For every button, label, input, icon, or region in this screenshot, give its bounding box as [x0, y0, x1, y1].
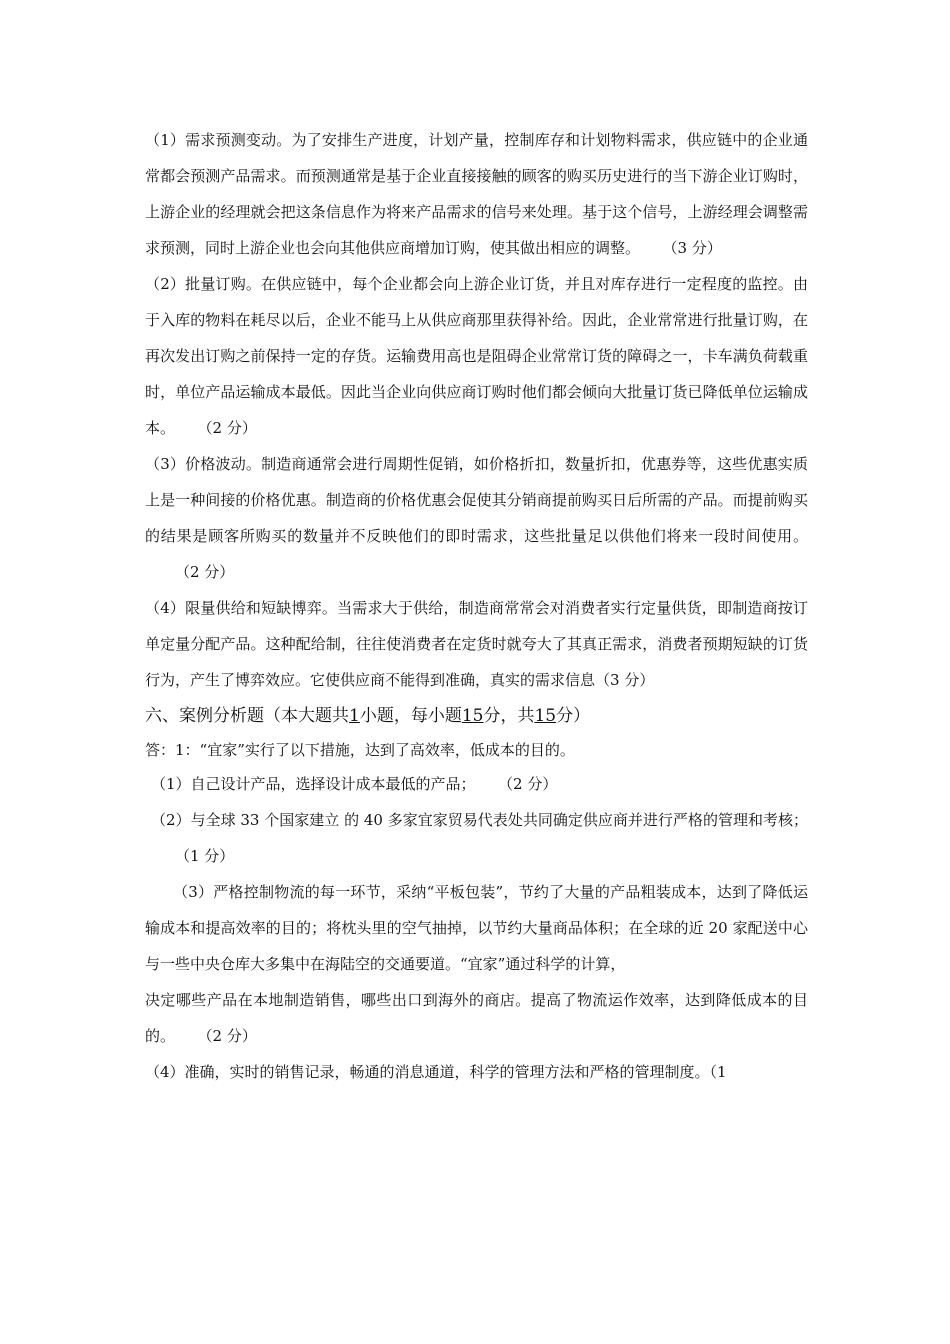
score-label: （2 分） — [205, 1027, 257, 1045]
score-label: （3 分） — [670, 239, 722, 257]
document-body — [145, 122, 808, 1090]
section-heading-prefix: 六、案例分析题（本大题共 — [145, 706, 349, 726]
paragraph-batch-ordering — [145, 266, 808, 446]
paragraph-rationing-game — [145, 590, 808, 698]
answer-item — [145, 1054, 808, 1090]
section-heading-text: 小题，每小题 — [359, 706, 462, 726]
answer-item — [145, 766, 808, 802]
answer-intro: 答：1：“宜家”实行了以下措施，达到了高效率，低成本的目的。 — [145, 741, 575, 759]
answer-item — [145, 982, 808, 1054]
total-points: 15 — [534, 706, 557, 726]
paragraph-text: （1）需求预测变动。为了安排生产进度，计划产量，控制库存和计划物料需求，供应链中的企业通常都会预测产品需求。而预测通常是基于企业直接接触的顾客的购买历史进行的当下游企业订购时，上游企业的经理就会把这条信息作为将来产品需求的信号来处理。基于这个信号，上游经理会调整需求预测，同时上游企业也会向其他供应商增加订购，使其做出相应的调整。 — [145, 131, 808, 257]
section-heading-suffix: 分） — [556, 706, 591, 726]
points-per-question: 15 — [461, 706, 484, 726]
answer-item-text: （4）准确，实时的销售记录，畅通的消息通道，科学的管理方法和严格的管理制度。（1 — [145, 1063, 727, 1081]
answer-item — [145, 802, 808, 874]
paragraph-text: （4）限量供给和短缺博弈。当需求大于供给，制造商常常会对消费者实行定量供货，即制造商按订单定量分配产品。这种配给制，往往使消费者在定货时就夸大了其真正需求，消费者预期短缺的订货行为，产生了博弈效应。它使供应商不能得到准确，真实的需求信息 — [145, 599, 808, 689]
paragraph-text: （3）价格波动。制造商通常会进行周期性促销，如价格折扣，数量折扣，优惠券等，这些优惠实质上是一种间接的价格优惠。制造商的价格优惠会促使其分销商提前购买日后所需的产品。而提前购买的结果是顾客所购买的数量并不反映他们的即时需求，这些批量足以供他们将来一段时间使用。 — [145, 455, 808, 545]
section-heading — [145, 698, 808, 734]
score-label: （2 分） — [505, 775, 558, 793]
answer-item-text: （3）严格控制物流的每一环节，采纳“平板包装”，节约了大量的产品粗装成本，达到了降低运输成本和提高效率的目的；将枕头里的空气抽掉，以节约大量商品体积；在全球的近 20 家配送中心与一些中央仓库大多集中在海陆空的交通要道。“宜家”通过科学的计算， — [145, 883, 808, 973]
answer-item-text: 决定哪些产品在本地制造销售，哪些出口到海外的商店。提高了物流运作效率，达到降低成本的目的。 — [145, 991, 808, 1045]
score-label: （3 分） — [595, 671, 655, 689]
score-label: （1 分） — [175, 847, 235, 865]
score-label: （2 分） — [175, 563, 235, 581]
answer-item-text: （1）自己设计产品，选择设计成本最低的产品； — [151, 775, 476, 793]
score-label: （2 分） — [205, 419, 257, 437]
answer-item-text: （2）与全球 33 个国家建立 的 40 多家宜家贸易代表处共同确定供应商并进行严格的管理和考核； — [151, 811, 808, 829]
section-heading-text: 分，共 — [483, 706, 535, 726]
paragraph-text: （2）批量订购。在供应链中，每个企业都会向上游企业订货，并且对库存进行一定程度的监控。由于入库的物料在耗尽以后，企业不能马上从供应商那里获得补给。因此，企业常常进行批量订购，在再次发出订购之前保持一定的存货。运输费用高也是阻碍企业常常订货的障碍之一，卡车满负荷载重时，单位产品运输成本最低。因此当企业向供应商订购时他们都会倾向大批量订货已降低单位运输成本。 — [145, 275, 808, 437]
paragraph-price-fluctuation — [145, 446, 808, 590]
paragraph-demand-forecast — [145, 122, 808, 266]
answer-item — [145, 874, 808, 982]
question-count: 1 — [349, 706, 360, 726]
